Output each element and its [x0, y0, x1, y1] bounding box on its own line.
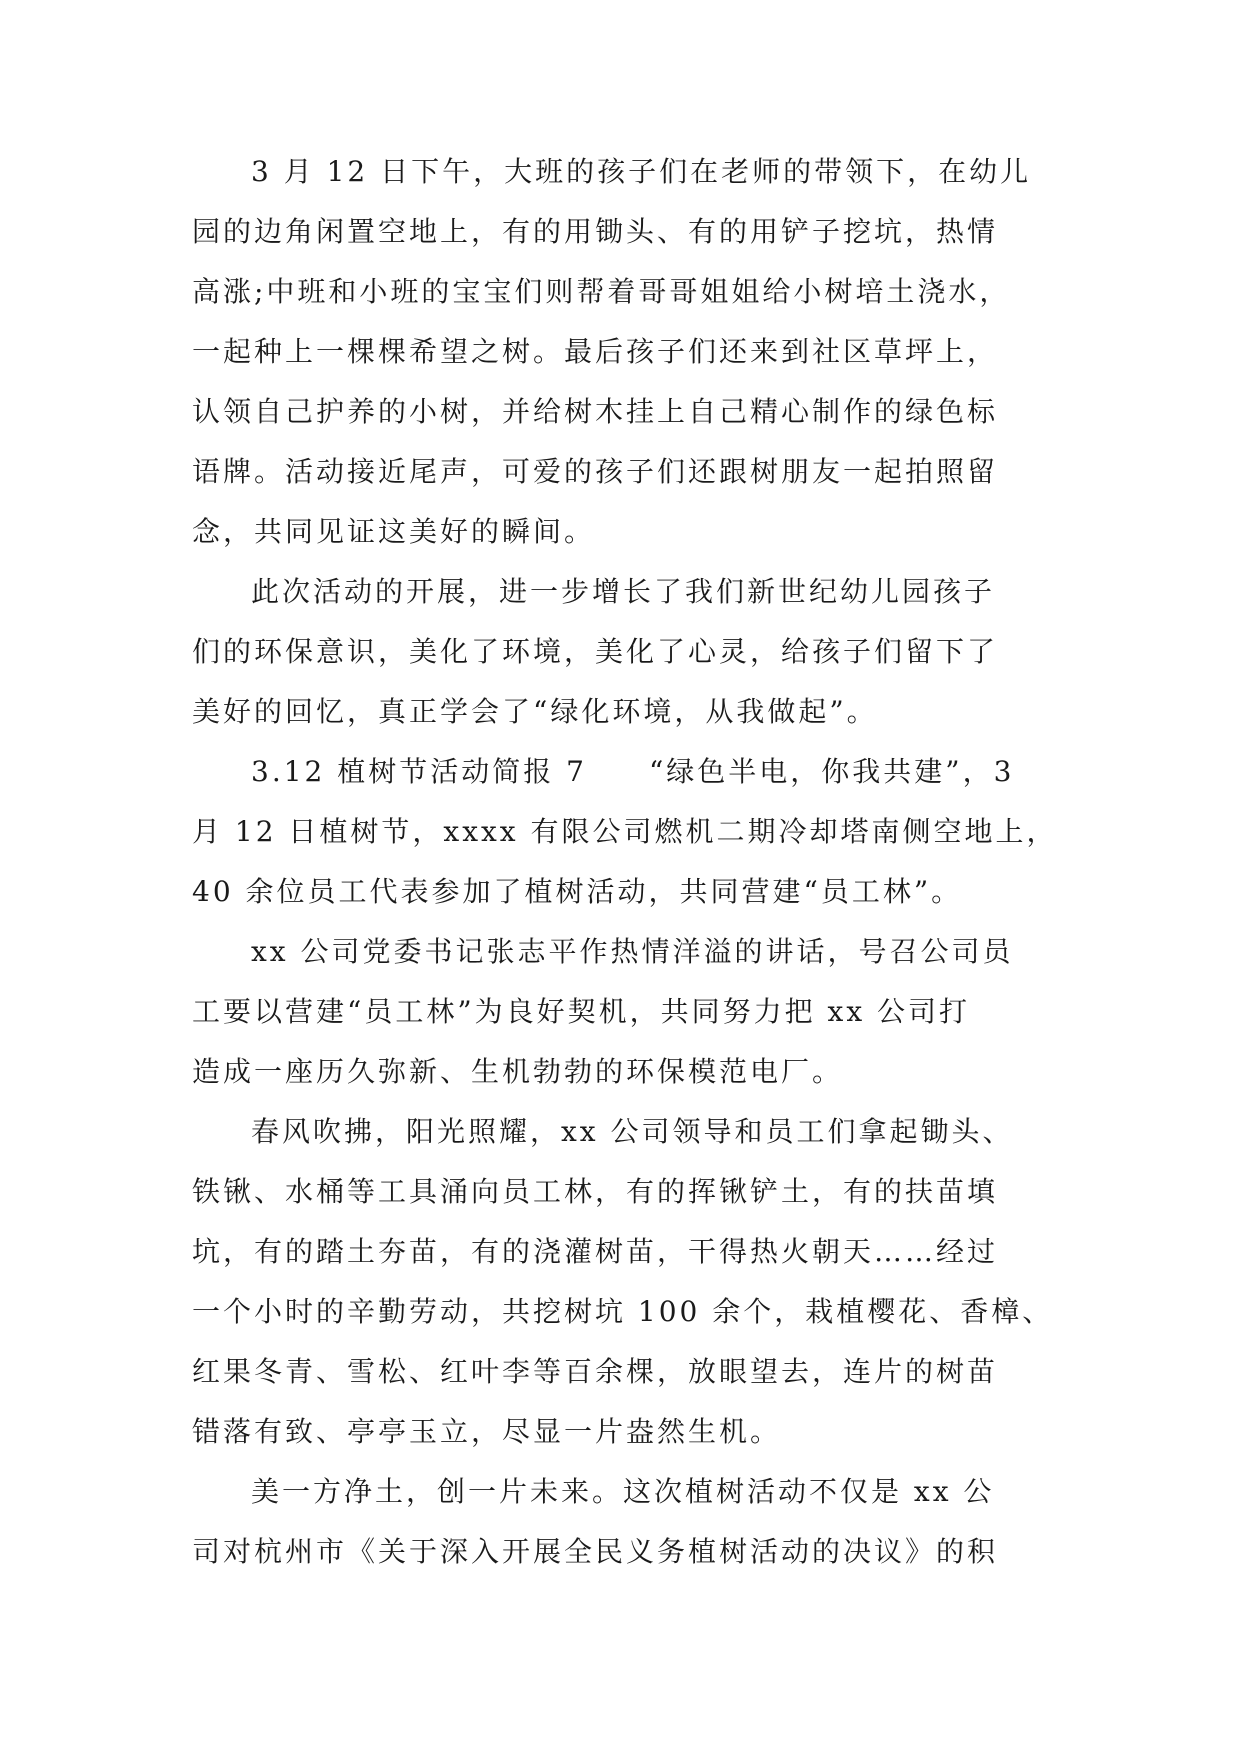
- text-line: 语牌。活动接近尾声，可爱的孩子们还跟树朋友一起拍照留: [192, 455, 999, 488]
- text-line: 们的环保意识，美化了环境，美化了心灵，给孩子们留下了: [192, 635, 999, 668]
- text-line: 40 余位员工代表参加了植树活动，共同营建“员工林”。: [192, 875, 963, 908]
- text-line: 园的边角闲置空地上，有的用锄头、有的用铲子挖坑，热情: [192, 215, 999, 248]
- text-line: 造成一座历久弥新、生机勃勃的环保模范电厂。: [192, 1055, 844, 1088]
- text-line: 一起种上一棵棵希望之树。最后孩子们还来到社区草坪上，: [192, 335, 999, 368]
- text-line: 铁锹、水桶等工具涌向员工林，有的挥锹铲土，有的扶苗填: [192, 1175, 999, 1208]
- text-line: 错落有致、亭亭玉立，尽显一片盎然生机。: [192, 1415, 782, 1448]
- text-line: 高涨;中班和小班的宝宝们则帮着哥哥姐姐给小树培土浇水，: [192, 275, 1011, 308]
- text-line: 3 月 12 日下午，大班的孩子们在老师的带领下，在幼儿: [251, 155, 1032, 188]
- text-line: 美一方净土，创一片未来。这次植树活动不仅是 xx 公: [251, 1475, 995, 1508]
- text-line: 春风吹拂，阳光照耀，xx 公司领导和员工们拿起锄头、: [251, 1115, 1014, 1148]
- text-line: 美好的回忆，真正学会了“绿化环境，从我做起”。: [192, 695, 878, 728]
- text-line: 司对杭州市《关于深入开展全民义务植树活动的决议》的积: [192, 1535, 999, 1568]
- text-line: 此次活动的开展，进一步增长了我们新世纪幼儿园孩子: [251, 575, 996, 608]
- text-line: xx 公司党委书记张志平作热情洋溢的讲话，号召公司员: [251, 935, 1014, 968]
- text-line: 一个小时的辛勤劳动，共挖树坑 100 余个，栽植樱花、香樟、: [192, 1295, 1054, 1328]
- text-line: 认领自己护养的小树，并给树木挂上自己精心制作的绿色标: [192, 395, 999, 428]
- text-line: 念，共同见证这美好的瞬间。: [192, 515, 596, 548]
- text-line: 月 12 日植树节，xxxx 有限公司燃机二期冷却塔南侧空地上，: [192, 815, 1058, 848]
- text-line: 3.12 植树节活动简报 7 “绿色半电，你我共建”，3: [251, 755, 1015, 788]
- text-line: 红果冬青、雪松、红叶李等百余棵，放眼望去，连片的树苗: [192, 1355, 999, 1388]
- text-line: 工要以营建“员工林”为良好契机，共同努力把 xx 公司打: [192, 995, 971, 1028]
- text-line: 坑，有的踏土夯苗，有的浇灌树苗，干得热火朝天……经过: [192, 1235, 999, 1268]
